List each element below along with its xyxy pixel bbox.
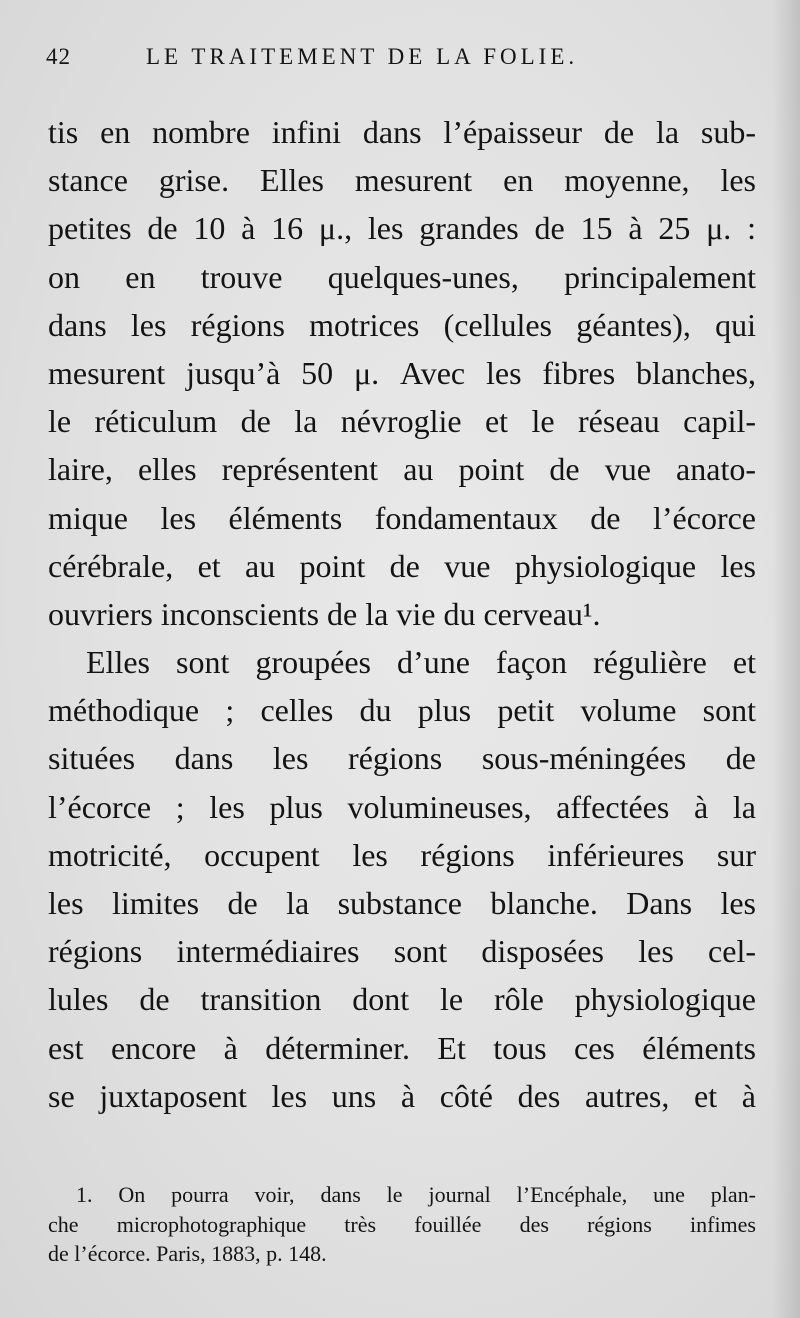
footnote-line: che microphotographique très fouillée des régions infimes <box>48 1211 756 1237</box>
text-line: méthodique ; celles du plus petit volume sont <box>48 692 756 729</box>
text-line: motricité, occupent les régions inférieures sur <box>48 836 756 873</box>
text-line: les limites de la substance blanche. Dans les <box>48 885 756 921</box>
paragraph-start-line: Elles sont groupées d’une façon régulière et <box>86 644 756 681</box>
footnote-line: 1. On pourra voir, dans le journal l’Encéphale, une plan- <box>76 1182 756 1207</box>
paragraph-end-line: ouvriers inconscients de la vie du cerveau¹. <box>48 595 601 632</box>
text-line: lules de transition dont le rôle physiologique <box>48 981 756 1018</box>
text-line: cérébrale, et au point de vue physiologique les <box>48 547 756 584</box>
page-header <box>46 44 766 74</box>
text-line: mesurent jusqu’à 50 μ. Avec les fibres blanches, <box>48 354 756 391</box>
running-title: LE TRAITEMENT DE LA FOLIE. <box>146 44 579 69</box>
footnote-line: de l’écorce. Paris, 1883, p. 148. <box>48 1241 327 1266</box>
text-line: on en trouve quelques-unes, principalement <box>48 258 756 295</box>
body-text <box>48 108 756 1120</box>
text-line: est encore à déterminer. Et tous ces éléments <box>48 1029 756 1066</box>
page-number: 42 <box>46 44 71 69</box>
text-line: régions intermédiaires sont disposées les cel- <box>48 933 756 970</box>
text-line: petites de 10 à 16 μ., les grandes de 15 à 25 μ. : <box>48 210 756 247</box>
text-line: situées dans les régions sous-méningées de <box>48 740 756 777</box>
text-line: stance grise. Elles mesurent en moyenne, les <box>48 162 756 199</box>
text-line: dans les régions motrices (cellules géantes), qui <box>48 306 756 343</box>
text-line: se juxtaposent les uns à côté des autres, et à <box>48 1077 756 1114</box>
page-edge-shadow <box>772 0 800 1318</box>
text-line: mique les éléments fondamentaux de l’écorce <box>48 499 756 536</box>
footnote <box>48 1180 756 1269</box>
text-line: l’écorce ; les plus volumineuses, affectées à la <box>48 788 756 825</box>
text-line: tis en nombre infini dans l’épaisseur de la sub- <box>48 114 756 150</box>
text-line: le réticulum de la névroglie et le réseau capil- <box>48 403 756 440</box>
text-line: laire, elles représentent au point de vue anato- <box>48 451 756 488</box>
